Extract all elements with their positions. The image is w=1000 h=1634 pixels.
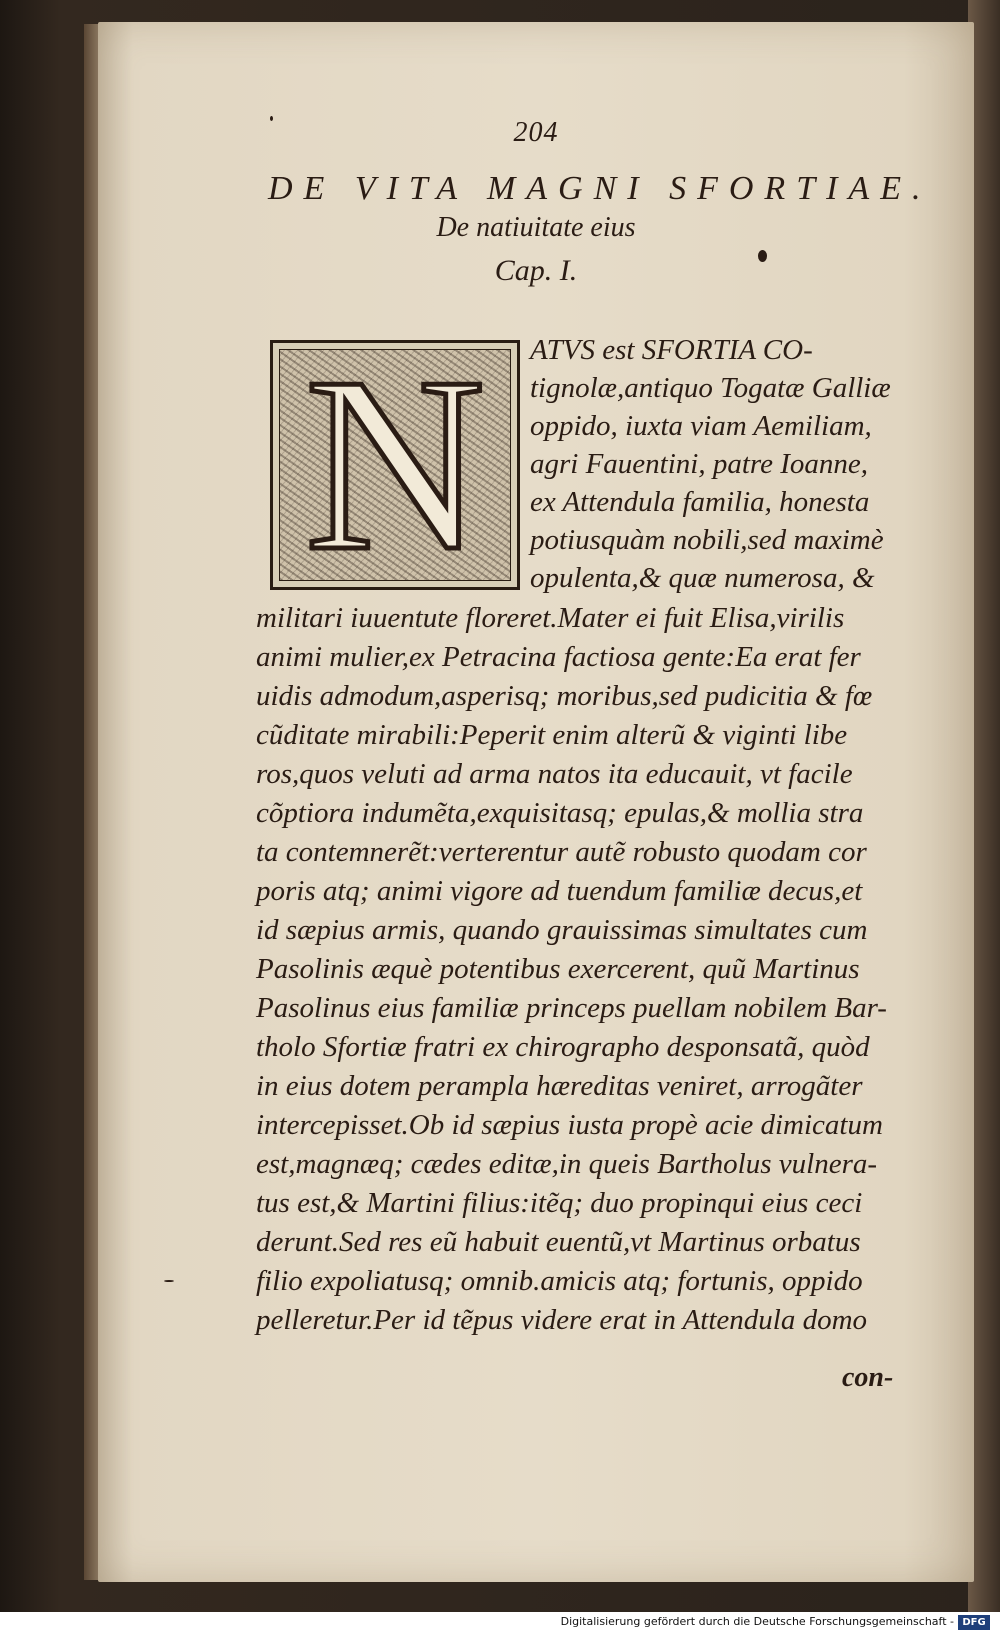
text-line: potiusquàm nobili,sed maximè	[530, 524, 884, 556]
text-line: militari iuuentute floreret.Mater ei fuit Elisa,virilis	[256, 602, 845, 634]
text-line: intercepisset.Ob id sæpius iusta propè acie dimicatum	[256, 1109, 883, 1141]
book-page	[98, 22, 974, 1582]
text-line: derunt.Sed res eũ habuit euentũ,vt Martinus orbatus	[256, 1226, 861, 1258]
text-line: est,magnæq; cædes editæ,in queis Bartholus vulnera-	[256, 1148, 878, 1180]
funding-credit: Digitalisierung gefördert durch die Deutsche Forschungsgemeinschaft -	[560, 1615, 954, 1628]
text-line: tus est,& Martini filius:itẽq; duo propinqui eius ceci	[256, 1187, 863, 1219]
text-line: ATVS est SFORTIA CO-	[530, 334, 813, 366]
text-line: ta contemnerẽt:verterentur autẽ robusto quodam cor	[256, 836, 867, 868]
text-line: uidis admodum,asperisq; moribus,sed pudicitia & fœ	[256, 680, 873, 712]
text-line: agri Fauentini, patre Ioanne,	[530, 448, 869, 480]
text-line: cũditate mirabili:Peperit enim alterũ & viginti libe	[256, 719, 848, 751]
text-line: in eius dotem perampla hæreditas veniret, arrogãter	[256, 1070, 863, 1102]
text-line: ros,quos veluti ad arma natos ita educauit, vt facile	[256, 758, 853, 790]
text-line: poris atq; animi vigore ad tuendum familiæ decus,et	[256, 875, 863, 907]
digitization-footer	[0, 1612, 1000, 1634]
text-line: ex Attendula familia, honesta	[530, 486, 870, 518]
ink-speck	[270, 116, 273, 121]
text-line: opulenta,& quæ numerosa, &	[530, 562, 875, 594]
text-line: id sæpius armis, quando grauissimas simultates cum	[256, 914, 868, 946]
text-line: tholo Sfortiæ fratri ex chirographo desponsatã, quòd	[256, 1031, 870, 1063]
ink-speck	[758, 250, 767, 262]
text-line: Pasolinus eius familiæ princeps puellam nobilem Bar-	[256, 992, 887, 1024]
chapter-heading: Cap. I.	[494, 254, 578, 287]
text-line: animi mulier,ex Petracina factiosa gente:Ea erat fer	[256, 641, 861, 673]
dfg-logo: DFG	[958, 1615, 990, 1630]
chapter-subtitle: De natiuitate eius	[436, 212, 636, 243]
text-line: cõptiora indumẽta,exquisitasq; epulas,& mollia stra	[256, 797, 864, 829]
page-number: 204	[513, 117, 559, 148]
decorated-initial	[270, 326, 520, 603]
text-line: pelleretur.Per id tẽpus videre erat in Attendula domo	[256, 1304, 868, 1336]
initial-letter: N	[304, 326, 486, 603]
text-line: filio expoliatusq; omnib.amicis atq; fortunis, oppido	[256, 1265, 863, 1297]
running-title: DE VITA MAGNI SFORTIAE.	[268, 170, 932, 207]
text-line: oppido, iuxta viam Aemiliam,	[530, 410, 872, 442]
catchword: con-	[842, 1362, 894, 1393]
text-line: Pasolinis æquè potentibus exercerent, quũ Martinus	[256, 953, 860, 985]
ink-speck	[164, 1280, 174, 1282]
text-line: tignolæ,antiquo Togatæ Galliæ	[530, 372, 891, 404]
